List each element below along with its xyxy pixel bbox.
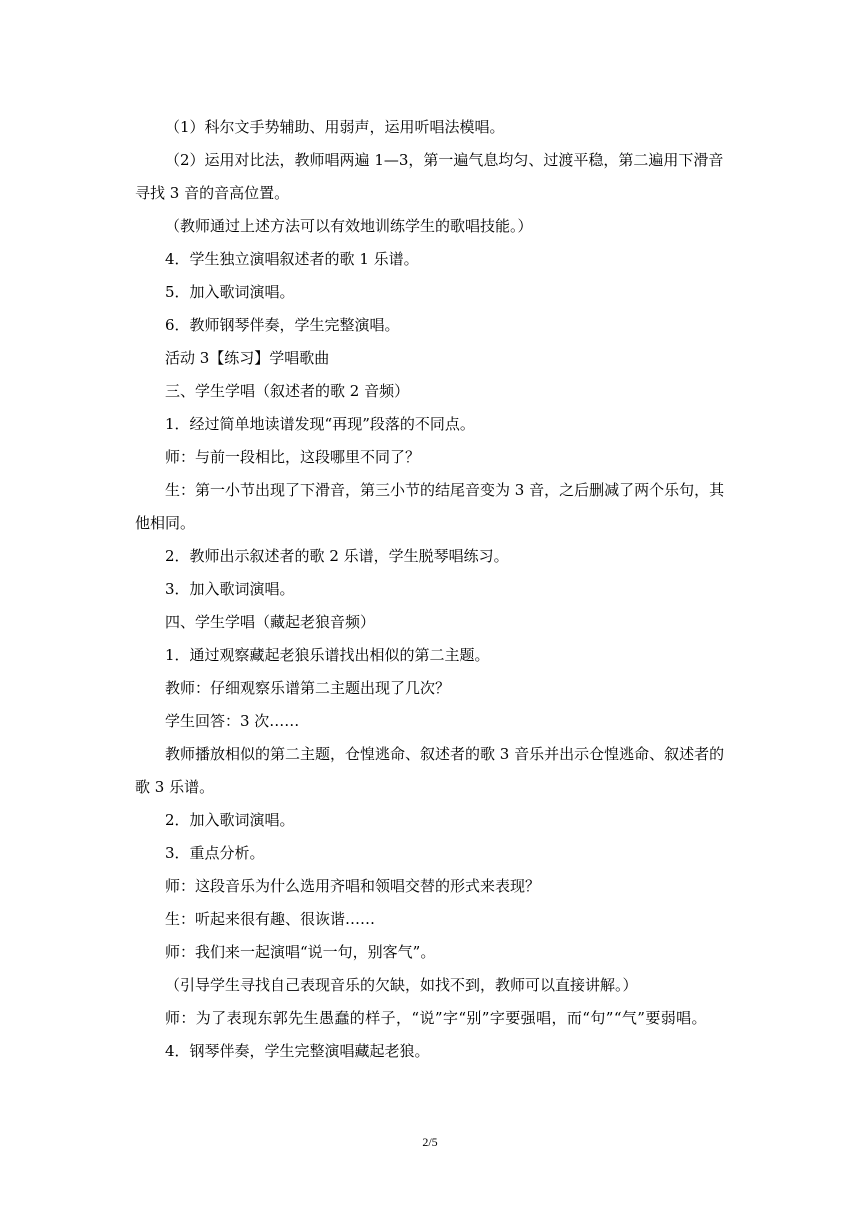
page-number: 2/5 bbox=[422, 1135, 438, 1149]
paragraph: 师：与前一段相比，这段哪里不同了？ bbox=[165, 448, 421, 466]
section-heading: 四、学生学唱（藏起老狼音频） bbox=[165, 613, 376, 631]
paragraph: 学生回答：3 次…… bbox=[165, 712, 300, 730]
paragraph: 师：为了表现东郭先生愚蠢的样子，“说”字“别”字要强唱，而“句”“气”要弱唱。 bbox=[165, 1009, 707, 1027]
paragraph: 1．经过简单地读谱发现“再现”段落的不同点。 bbox=[165, 415, 475, 433]
activity-heading: 活动 3【练习】学唱歌曲 bbox=[165, 349, 330, 367]
paragraph: 6．教师钢琴伴奏，学生完整演唱。 bbox=[165, 316, 400, 334]
paragraph: （教师通过上述方法可以有效地训练学生的歌唱技能。） bbox=[165, 217, 533, 235]
paragraph: （1）科尔文手势辅助、用弱声，运用听唱法模唱。 bbox=[165, 118, 505, 136]
paragraph: 2．加入歌词演唱。 bbox=[165, 811, 295, 829]
paragraph: （2）运用对比法，教师唱两遍 1—3，第一遍气息均匀、过渡平稳，第二遍用下滑音寻找 3 音的音高位置。 bbox=[135, 151, 724, 202]
section-heading: 三、学生学唱（叙述者的歌 2 音频） bbox=[165, 382, 410, 400]
paragraph: 3．重点分析。 bbox=[165, 844, 265, 862]
paragraph: 师：这段音乐为什么选用齐唱和领唱交替的形式来表现？ bbox=[165, 877, 541, 895]
paragraph: 2．教师出示叙述者的歌 2 乐谱，学生脱琴唱练习。 bbox=[165, 547, 509, 565]
document-body bbox=[135, 111, 735, 1068]
paragraph: 生：第一小节出现了下滑音，第三小节的结尾音变为 3 音，之后删减了两个乐句，其他相同。 bbox=[135, 481, 725, 532]
paragraph: （引导学生寻找自己表现音乐的欠缺，如找不到，教师可以直接讲解。） bbox=[165, 976, 638, 994]
paragraph: 师：我们来一起演唱“说一句，别客气”。 bbox=[165, 943, 436, 961]
paragraph: 4．学生独立演唱叙述者的歌 1 乐谱。 bbox=[165, 250, 419, 268]
paragraph: 3．加入歌词演唱。 bbox=[165, 580, 295, 598]
paragraph: 4．钢琴伴奏，学生完整演唱藏起老狼。 bbox=[165, 1042, 430, 1060]
paragraph: 生：听起来很有趣、很诙谐…… bbox=[165, 910, 376, 928]
paragraph: 5．加入歌词演唱。 bbox=[165, 283, 295, 301]
paragraph: 教师播放相似的第二主题，仓惶逃命、叙述者的歌 3 音乐并出示仓惶逃命、叙述者的歌 3 乐谱。 bbox=[135, 745, 725, 796]
paragraph: 1．通过观察藏起老狼乐谱找出相似的第二主题。 bbox=[165, 646, 490, 664]
paragraph: 教师：仔细观察乐谱第二主题出现了几次？ bbox=[165, 679, 451, 697]
